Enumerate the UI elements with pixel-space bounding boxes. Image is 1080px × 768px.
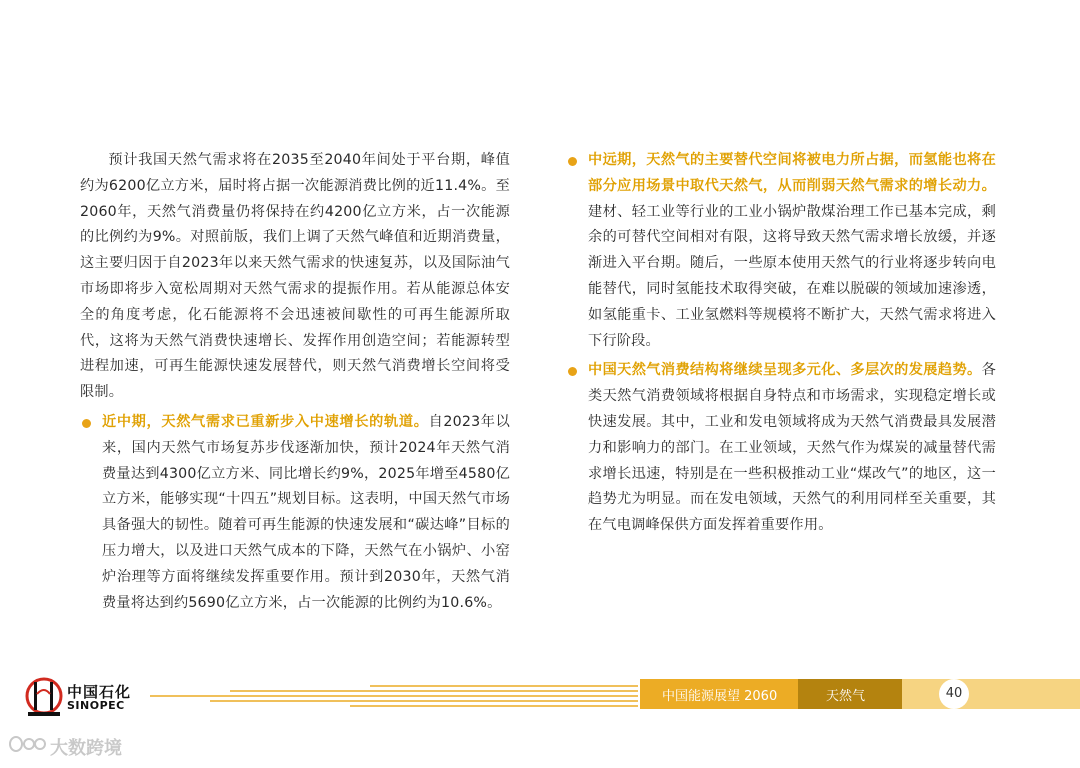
bullet-near-term-text: 自2023年以来，国内天然气市场复苏步伐逐渐加快，预计2024年天然气消费量达到4300亿立方米、同比增长约9%，2025年增至4580亿立方米，能够实现“十四五”规划目标。这表明，中国天然气市场具备强大的韧性。随着可再生能源的快速发展和“碳达峰”目标的压力增大，以及进口天然气成本的下降，天然气在小锅炉、小窑炉治理等方面将继续发挥重要作用。预计到2030年，天然气消费量将达到约5690亿立方米，占一次能源的比例约为10.6%。 (102, 413, 510, 611)
bullet-near-term (80, 410, 510, 616)
bullet-long-term-text: 建材、轻工业等行业的工业小锅炉散煤治理工作已基本完成，剩余的可替代空间相对有限，这将导致天然气需求增长放缓，并逐渐进入平台期。随后，一些原本使用天然气的行业将逐步转向电能替代，同时氢能技术取得突破，在难以脱碳的领域加速渗透，如氢能重卡、工业氢燃料等规模将不断扩大，天然气需求将进入下行阶段。 (588, 203, 996, 349)
bullet-long-term (566, 148, 996, 354)
bullet-dot-icon (82, 419, 91, 428)
logo-chinese-name: 中国石化 (67, 683, 132, 701)
intro-paragraph: 预计我国天然气需求将在2035至2040年间处于平台期，峰值约为6200亿立方米，届时将占据一次能源消费比例的近11.4%。至2060年，天然气消费量仍将保持在约4200亿立方米，占一次能源的比例约为9%。对照前版，我们上调了天然气峰值和近期消费量，这主要归因于自2023年以来天然气需求的快速复苏，以及国际油气市场即将步入宽松周期对天然气需求的提振作用。若从能源总体安全的角度考虑，化石能源将不会迅速被间歇性的可再生能源所取代，这将为天然气消费快速增长、发挥作用创造空间；若能源转型进程加速，可再生能源快速发展替代，则天然气消费增长空间将受限制。 (80, 152, 510, 401)
watermark-text: 大数跨境 (50, 738, 122, 759)
page-number: 40 (939, 679, 969, 709)
watermark (8, 734, 122, 760)
bullet-dot-icon (568, 367, 577, 376)
logo-english-name: SINOPEC (67, 699, 125, 712)
bullet-near-term-heading: 近中期，天然气需求已重新步入中速增长的轨道。 (102, 413, 429, 430)
bullet-long-term-heading: 中远期，天然气的主要替代空间将被电力所占据，而氢能也将在部分应用场景中取代天然气，从而削弱天然气需求的增长动力。 (588, 152, 996, 194)
footer-decorative-lines (150, 680, 638, 708)
report-title: 中国能源展望 2060 (662, 689, 778, 704)
section-name: 天然气 (826, 689, 866, 704)
watermark-logo-icon (8, 734, 50, 759)
bullet-structure-heading: 中国天然气消费结构将继续呈现多元化、多层次的发展趋势。 (588, 362, 982, 379)
bullet-structure-text: 各类天然气消费领域将根据自身特点和市场需求，实现稳定增长或快速发展。其中，工业和发电领域将成为天然气消费最具发展潜力和影响力的部门。在工业领域，天然气作为煤炭的减量替代需求增长迅速，特别是在一些积极推动工业“煤改气”的地区，这一趋势尤为明显。而在发电领域，天然气的利用同样至关重要，其在气电调峰保供方面发挥着重要作用。 (588, 362, 996, 534)
bullet-dot-icon (568, 157, 577, 166)
footer-band-end (902, 679, 1080, 709)
bullet-structure (566, 358, 996, 539)
sinopec-logo-icon (24, 676, 64, 718)
right-column (566, 148, 996, 539)
left-column (80, 148, 510, 616)
